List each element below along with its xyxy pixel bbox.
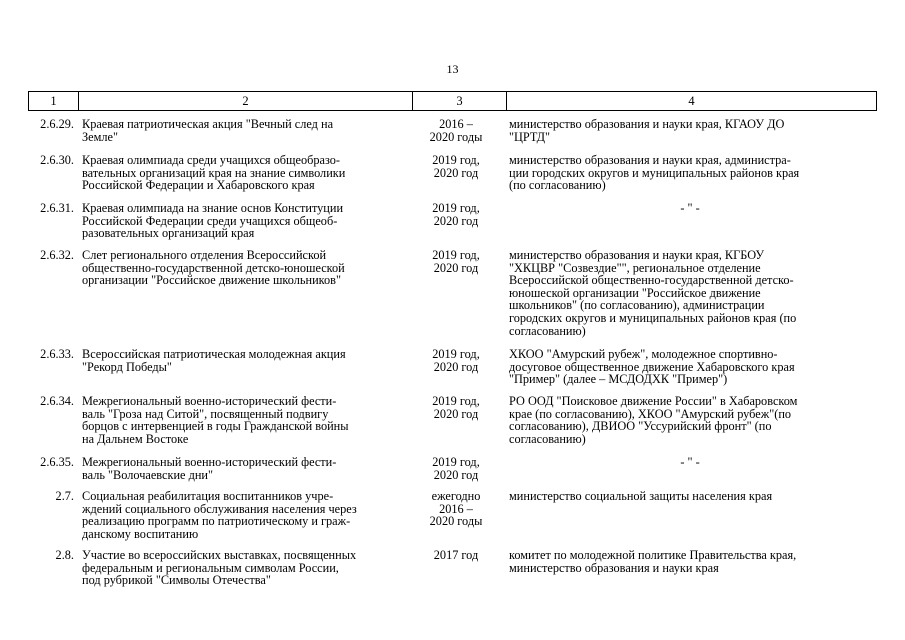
column-header-row: [29, 92, 877, 111]
period: [415, 154, 497, 179]
responsible-line: министерство образования и науки края, КГАОУ ДО: [509, 117, 785, 131]
event-name-line: вательных организаций края на знание символики: [82, 165, 346, 180]
period-line: 2016 –: [439, 117, 473, 131]
responsible: [505, 202, 875, 215]
period: [415, 395, 497, 420]
responsible-line: "Пример" (далее – МСДОДХК "Пример"): [509, 372, 728, 387]
event-name-line: "Рекорд Победы": [82, 359, 172, 374]
event-name-line: Слет регионального отделения Всероссийской: [82, 248, 327, 262]
responsible-line: ХКОО "Амурский рубеж", молодежное спортивно-: [509, 347, 778, 361]
event-name-line: разовательных организаций края: [82, 226, 255, 241]
event-name: [82, 490, 412, 540]
event-name: [82, 249, 412, 287]
event-name: [82, 118, 412, 143]
event-name-line: Всероссийская патриотическая молодежная акция: [82, 347, 346, 361]
event-name-line: валь "Гроза над Ситой", посвященный подвигу: [82, 406, 329, 421]
period-line: 2020 год: [433, 359, 479, 374]
event-name-line: Российской Федерации среди учащихся общеоб-: [82, 213, 338, 228]
period: [415, 490, 497, 528]
column-header-1: 1: [29, 92, 79, 111]
responsible: [505, 456, 875, 469]
row-number: 2.6.33.: [40, 347, 74, 361]
responsible-line: министерство социальной защиты населения края: [509, 489, 773, 503]
event-name-line: под рубрикой "Символы Отечества": [82, 573, 271, 588]
event-name-line: валь "Волочаевские дни": [82, 467, 214, 482]
responsible: [509, 490, 869, 503]
event-name-line: борцов с интервенцией в годы Гражданской войны: [82, 419, 349, 434]
period-line: 2019 год,: [432, 455, 480, 469]
period-line: ежегодно: [431, 489, 481, 503]
period: [415, 249, 497, 274]
responsible-line: "ХКЦВР "Созвездие"", региональное отделение: [509, 260, 761, 275]
column-header-table: [28, 91, 877, 111]
event-name-line: общественно-государственной детско-юношеской: [82, 260, 345, 275]
responsible-line: досуговое общественное движение Хабаровского края: [509, 359, 795, 374]
responsible-line: городских округов и муниципальных районов края (по: [509, 310, 797, 325]
responsible: [509, 118, 869, 143]
period: [415, 202, 497, 227]
row-number: 2.6.32.: [40, 248, 74, 262]
period-line: 2017 год: [433, 548, 479, 562]
responsible-line: юношеской организации "Российское движение: [509, 285, 761, 300]
row-number: 2.6.31.: [40, 201, 74, 215]
event-name-line: Межрегиональный военно-исторический фести-: [82, 455, 337, 469]
column-header-2: 2: [79, 92, 413, 111]
period-line: 2020 год: [433, 165, 479, 180]
responsible-line: согласованию): [509, 323, 586, 338]
period-line: 2019 год,: [432, 248, 480, 262]
responsible-line: - " -: [680, 201, 700, 215]
period-line: 2019 год,: [432, 347, 480, 361]
event-name-line: Российской Федерации и Хабаровского края: [82, 178, 315, 193]
period-line: 2019 год,: [432, 201, 480, 215]
period: [415, 549, 497, 562]
event-name-line: реализацию программ по патриотическому и граж-: [82, 514, 351, 529]
period-line: 2019 год,: [432, 153, 480, 167]
responsible-line: школьников" (по согласованию), администрации: [509, 298, 765, 313]
event-name: [82, 395, 412, 445]
event-name: [82, 154, 412, 192]
row-number: 2.6.35.: [40, 455, 74, 469]
event-name: [82, 456, 412, 481]
responsible-line: крае (по согласованию), ХКОО "Амурский рубеж"(по: [509, 406, 792, 421]
event-name-line: Краевая патриотическая акция "Вечный след на: [82, 117, 334, 131]
event-name-line: на Дальнем Востоке: [82, 431, 189, 446]
event-name-line: Земле": [82, 129, 119, 144]
period: [415, 348, 497, 373]
responsible: [509, 348, 869, 386]
event-name-line: Межрегиональный военно-исторический фести-: [82, 394, 337, 408]
period-line: 2020 годы: [429, 129, 483, 144]
responsible: [509, 395, 869, 445]
row-number: 2.6.34.: [40, 394, 74, 408]
event-name-line: Участие во всероссийских выставках, посвященных: [82, 548, 357, 562]
event-name-line: ждений социального обслуживания населения через: [82, 501, 357, 516]
responsible-line: РО ООД "Поисковое движение России" в Хабаровском: [509, 394, 798, 408]
event-name: [82, 202, 412, 240]
period-line: 2020 годы: [429, 514, 483, 529]
period-line: 2020 год: [433, 260, 479, 275]
responsible-line: ции городских округов и муниципальных районов края: [509, 165, 800, 180]
row-number: 2.6.29.: [40, 117, 74, 131]
responsible-line: - " -: [680, 455, 700, 469]
responsible: [509, 249, 869, 337]
event-name-line: организации "Российское движение школьников": [82, 273, 341, 288]
responsible-line: согласованию), ДВИОО "Уссурийский фронт" (по: [509, 419, 772, 434]
event-name-line: федеральным и региональным символам России,: [82, 560, 339, 575]
event-name: [82, 549, 412, 587]
column-header-3: 3: [413, 92, 507, 111]
period-line: 2020 год: [433, 467, 479, 482]
event-name-line: Социальная реабилитация воспитанников учре-: [82, 489, 334, 503]
period-line: 2016 –: [439, 501, 473, 516]
period: [415, 456, 497, 481]
event-name-line: Краевая олимпиада на знание основ Конституции: [82, 201, 344, 215]
page-number: 13: [446, 62, 459, 76]
responsible-line: министерство образования и науки края, администра-: [509, 153, 791, 167]
column-header-4: 4: [507, 92, 877, 111]
row-number: 2.7.: [55, 489, 74, 503]
responsible: [509, 154, 869, 192]
row-number: 2.6.30.: [40, 153, 74, 167]
responsible-line: комитет по молодежной политике Правительства края,: [509, 548, 797, 562]
period-line: 2019 год,: [432, 394, 480, 408]
responsible-line: Всероссийской общественно-государственной детско-: [509, 273, 794, 288]
period: [415, 118, 497, 143]
event-name: [82, 348, 412, 373]
event-name-line: данскому воспитанию: [82, 526, 199, 541]
responsible-line: министерство образования и науки края, КГБОУ: [509, 248, 765, 262]
responsible: [509, 549, 869, 574]
row-number: 2.8.: [55, 548, 74, 562]
responsible-line: (по согласованию): [509, 178, 606, 193]
responsible-line: министерство образования и науки края: [509, 560, 719, 575]
responsible-line: согласованию): [509, 431, 586, 446]
event-name-line: Краевая олимпиада среди учащихся общеобразо-: [82, 153, 341, 167]
period-line: 2020 год: [433, 213, 479, 228]
period-line: 2020 год: [433, 406, 479, 421]
responsible-line: "ЦРТД": [509, 129, 551, 144]
